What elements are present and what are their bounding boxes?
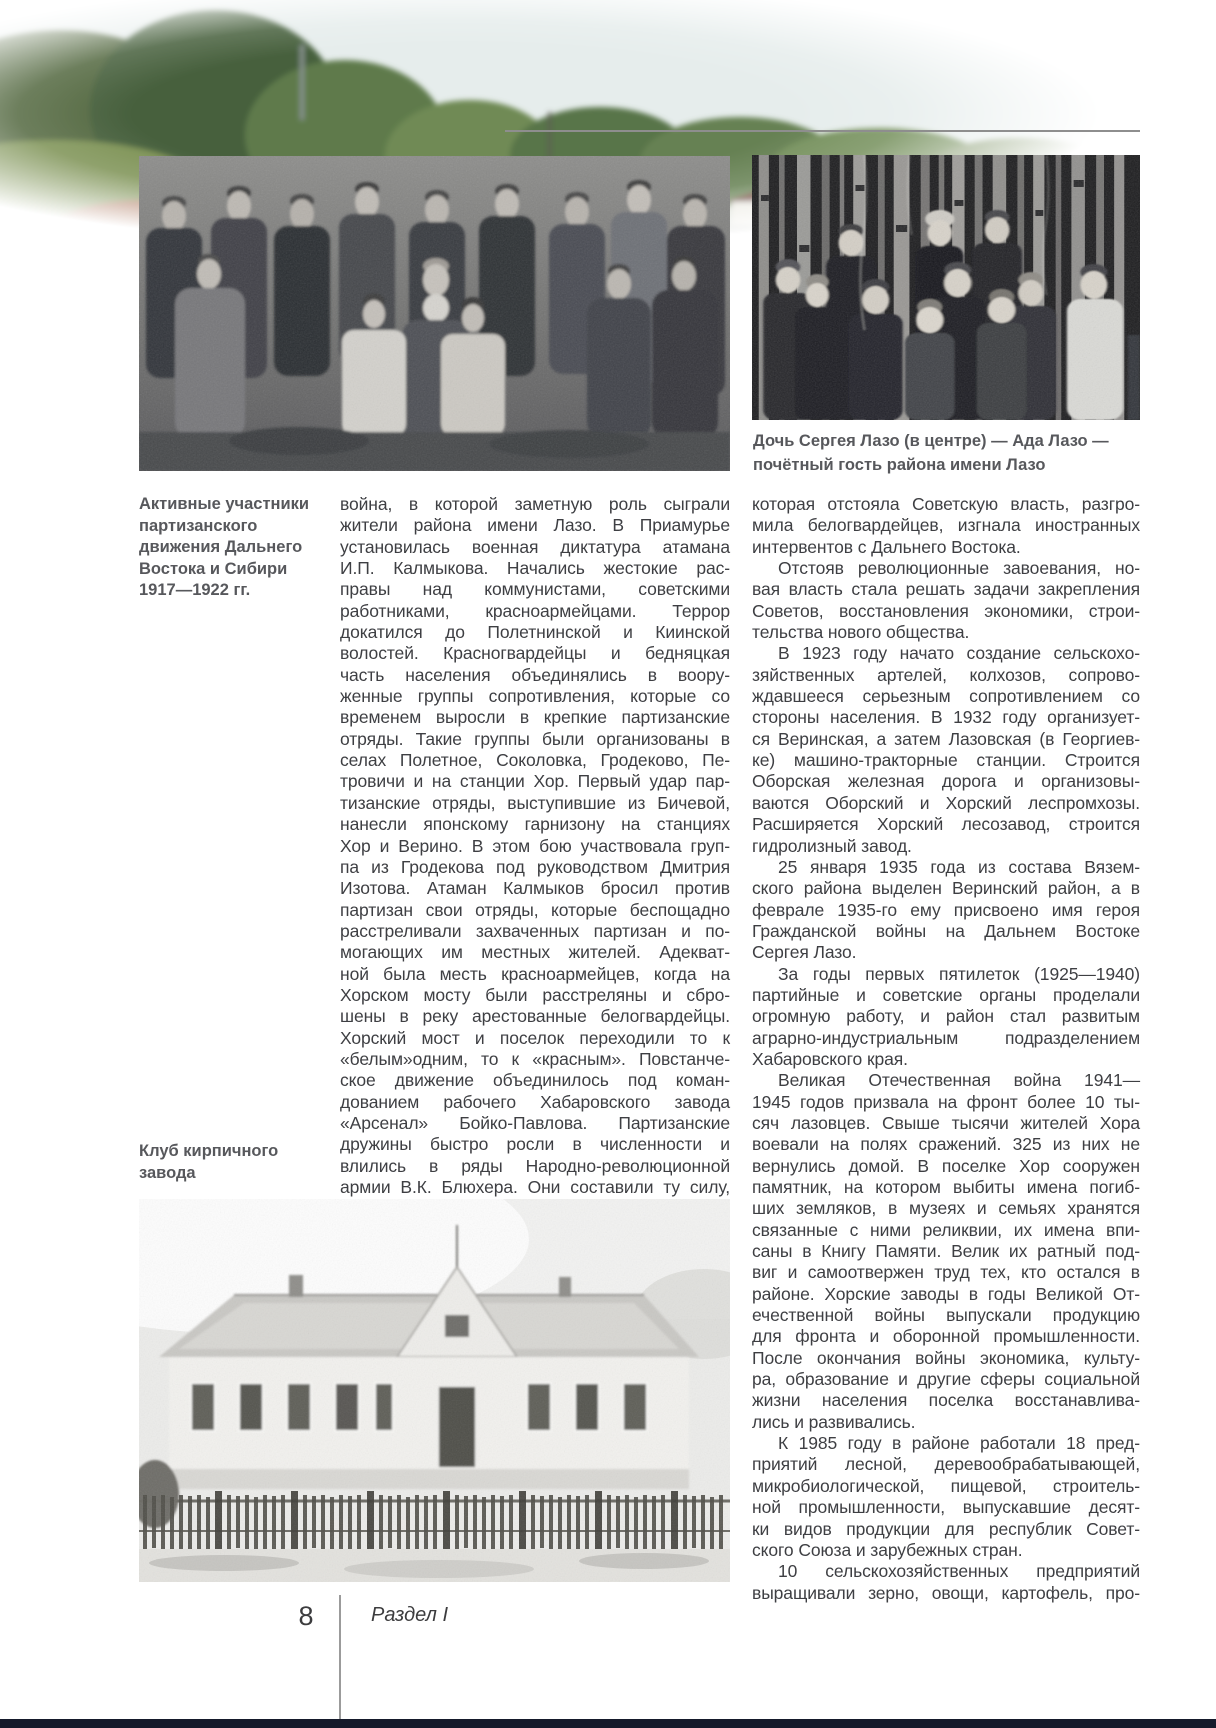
caption-line: почётный гость района имени Лазо bbox=[753, 456, 1046, 474]
text-line: партизан свои отряды, которые беспощадно bbox=[340, 899, 730, 920]
text-line: вернулись домой. В поселке Хор сооружен bbox=[752, 1155, 1140, 1176]
text-line: ваются Оборский и Хорский леспромхозы. bbox=[752, 792, 1140, 813]
text-line: жизни населения поселка восстанавлива- bbox=[752, 1390, 1140, 1411]
text-line: ке) машино-тракторные станции. Строится bbox=[752, 750, 1140, 771]
text-line: могающих им местных жителей. Адекват- bbox=[340, 942, 730, 963]
text-line: установилась военная диктатура атамана bbox=[340, 536, 730, 557]
text-line: И.П. Калмыкова. Начались жестокие рас- bbox=[340, 558, 730, 579]
text-line: «белым»одним, то к «красным». Повстанче- bbox=[340, 1048, 730, 1069]
text-line: партийные и советские органы проделали bbox=[752, 984, 1140, 1005]
text-line: Хорском мосту были расстреляны и сбро- bbox=[340, 984, 730, 1005]
text-line: правы над коммунистами, советскими bbox=[340, 579, 730, 600]
text-line: па из Гродекова под руководством Дмитрия bbox=[340, 856, 730, 877]
text-line: выращивали зерно, овощи, картофель, про- bbox=[752, 1582, 1140, 1603]
text-line: дованием рабочего Хабаровского завода bbox=[340, 1091, 730, 1112]
caption-line: 1917—1922 гг. bbox=[139, 581, 251, 599]
text-line: женные группы сопротивления, которые со bbox=[340, 686, 730, 707]
text-line: К 1985 году в районе работали 18 пред- bbox=[778, 1433, 1140, 1454]
text-line: гидролизный завод. bbox=[752, 835, 912, 856]
section-title: Раздел I bbox=[371, 1604, 449, 1626]
text-line: для фронта и оборонной промышленности. bbox=[752, 1326, 1140, 1347]
text-line: Гражданской войны на Дальнем Востоке bbox=[752, 920, 1140, 941]
text-line: тизанские отряды, выступившие из Бичевой, bbox=[340, 792, 730, 813]
text-line: За годы первых пятилеток (1925—1940) bbox=[778, 963, 1140, 984]
text-line: отряды. Такие группы были организованы в bbox=[340, 728, 730, 749]
text-line: феврале 1935-го ему присвоено имя героя bbox=[752, 899, 1140, 920]
text-line: аграрно-индустриальным подразделением bbox=[752, 1027, 1140, 1048]
text-line: Хорский мост и поселок переходили то к bbox=[340, 1027, 730, 1048]
text-line: огромную работу, и район стал развитым bbox=[752, 1006, 1140, 1027]
text-line: тровичи и на станции Хор. Первый удар пар- bbox=[340, 771, 730, 792]
text-line: районе. Хорские заводы в годы Великой От- bbox=[752, 1283, 1140, 1304]
header-divider-line bbox=[505, 130, 1140, 132]
text-line: ших земляков, в музеях и семьях хранятся bbox=[752, 1198, 1140, 1219]
text-line: памятник, на котором выбиты имена погиб- bbox=[752, 1177, 1140, 1197]
page-number: 8 bbox=[298, 1601, 314, 1631]
text-line: ки видов продукции для республик Совет- bbox=[752, 1518, 1140, 1539]
text-line: Оборская железная дорога и организовы- bbox=[752, 771, 1140, 792]
partisans-photo-illustration bbox=[139, 156, 730, 471]
text-line: война, в которой заметную роль сыграли bbox=[340, 494, 730, 514]
text-line: Отстояв революционные завоевания, но- bbox=[778, 558, 1140, 579]
text-line: временем выросли в крепкие партизанские bbox=[340, 707, 730, 728]
family-photo-caption bbox=[753, 429, 1141, 477]
lazo-family-photo bbox=[752, 155, 1140, 420]
caption-line: движения Дальнего bbox=[139, 538, 303, 556]
text-line: мила белогвардейцев, изгнала иностранных bbox=[752, 515, 1140, 536]
text-line: ечественной войны выпускали продукцию bbox=[752, 1305, 1140, 1326]
text-line: Расширяется Хорский лесозавод, строится bbox=[752, 814, 1140, 835]
text-line: 25 января 1935 года из состава Вязем- bbox=[778, 856, 1140, 877]
partisans-photo-caption bbox=[139, 494, 319, 602]
text-line: часть населения объединялись в воору- bbox=[340, 664, 730, 685]
caption-line: Клуб кирпичного bbox=[139, 1142, 279, 1160]
text-line: интервентов с Дальнего Востока. bbox=[752, 536, 1021, 557]
text-line: Великая Отечественная война 1941— bbox=[778, 1070, 1140, 1091]
text-line: Хор и Верино. В этом бою участвовала груп- bbox=[340, 835, 730, 856]
caption-line: завода bbox=[139, 1164, 196, 1182]
caption-line: Дочь Сергея Лазо (в центре) — Ада Лазо — bbox=[753, 432, 1109, 450]
text-line: шены в реку арестованные белогвардейцы. bbox=[340, 1006, 730, 1027]
text-line: жители района имени Лазо. В Приамурье bbox=[340, 515, 730, 536]
partisans-photo bbox=[139, 156, 730, 471]
text-line: В 1923 году начато создание сельскохо- bbox=[778, 643, 1140, 664]
text-line: ждавшееся серьезным сопротивлением со bbox=[752, 686, 1140, 707]
text-line: виг и самоотвержен труд тех, кто остался в bbox=[752, 1262, 1140, 1283]
text-line: вая власть стала решать задачи закрепления bbox=[752, 579, 1140, 600]
caption-line: Востока и Сибири bbox=[139, 559, 288, 578]
text-line: приятий лесной, деревообрабатывающей, bbox=[752, 1454, 1140, 1475]
body-column-left bbox=[340, 494, 730, 1198]
text-line: Хабаровского края. bbox=[752, 1048, 908, 1069]
text-line: стороны населения. В 1932 году организует- bbox=[752, 707, 1140, 728]
club-photo-caption bbox=[139, 1140, 319, 1184]
text-line: ского района выделен Веринский район, а в bbox=[752, 878, 1140, 899]
text-line: связанные с ними реликвии, их имена впи- bbox=[752, 1219, 1140, 1240]
text-line: ной была месть красноармейцев, когда на bbox=[340, 963, 730, 984]
text-line: ское движение объединилось под коман- bbox=[340, 1070, 730, 1091]
caption-line: партизанского bbox=[139, 516, 258, 535]
text-line: Изотова. Атаман Калмыков бросил против bbox=[340, 878, 730, 899]
text-line: армии В.К. Блюхера. Они составили ту силу, bbox=[340, 1177, 730, 1197]
text-line: лись и развивались. bbox=[752, 1411, 916, 1432]
text-line: воевали на полях сражений. 325 из них не bbox=[752, 1134, 1140, 1155]
text-line: нанесли японскому гарнизону на станциях bbox=[340, 814, 730, 835]
text-line: саны в Книгу Памяти. Велик их ратный под- bbox=[752, 1241, 1140, 1262]
text-line: ского Союза и зарубежных стран. bbox=[752, 1539, 1023, 1560]
club-photo-illustration bbox=[139, 1199, 730, 1582]
text-line: работниками, красноармейцами. Террор bbox=[340, 600, 730, 621]
text-line: ра, образование и другие сферы социальной bbox=[752, 1369, 1140, 1390]
bottom-bar bbox=[0, 1719, 1216, 1728]
text-line: «Арсенал» Бойко-Павлова. Партизанские bbox=[340, 1112, 730, 1133]
text-line: докатился до Полетнинской и Киинской bbox=[340, 622, 730, 643]
text-line: Сергея Лазо. bbox=[752, 942, 857, 963]
text-line: Советов, восстановления экономики, строи- bbox=[752, 600, 1140, 621]
text-line: селах Полетное, Соколовка, Гродеково, Пе- bbox=[340, 750, 730, 771]
text-line: микробиологической, пищевой, строитель- bbox=[752, 1475, 1140, 1496]
text-line: волостей. Красногвардейцы и бедняцкая bbox=[340, 643, 730, 664]
text-line: ной промышленности, выпускавшие десят- bbox=[752, 1497, 1140, 1518]
body-column-right bbox=[752, 494, 1140, 1604]
text-line: сяч лазовцев. Свыше тысячи жителей Хора bbox=[752, 1112, 1140, 1133]
text-line: 10 сельскохозяйственных предприятий bbox=[778, 1561, 1140, 1582]
lazo-family-photo-illustration bbox=[752, 155, 1140, 420]
text-line: дружины быстро росли в численности и bbox=[340, 1134, 730, 1155]
text-line: расстреливали захваченных партизан и по- bbox=[340, 920, 730, 941]
text-line: ся Веринская, а затем Лазовская (в Георгиев- bbox=[752, 728, 1140, 749]
text-line: тельства нового общества. bbox=[752, 622, 970, 643]
text-line: которая отстояла Советскую власть, разгро- bbox=[752, 494, 1140, 514]
footer-divider bbox=[339, 1595, 341, 1719]
text-line: зяйственных артелей, колхозов, сопрово- bbox=[752, 664, 1140, 685]
text-line: 1945 годов призвала на фронт более 10 ты- bbox=[752, 1091, 1140, 1112]
caption-line: Активные участники bbox=[139, 495, 310, 513]
text-line: влились в ряды Народно-революционной bbox=[340, 1155, 730, 1176]
brick-factory-club-photo bbox=[139, 1199, 730, 1582]
text-line: После окончания войны экономика, культу- bbox=[752, 1347, 1140, 1368]
